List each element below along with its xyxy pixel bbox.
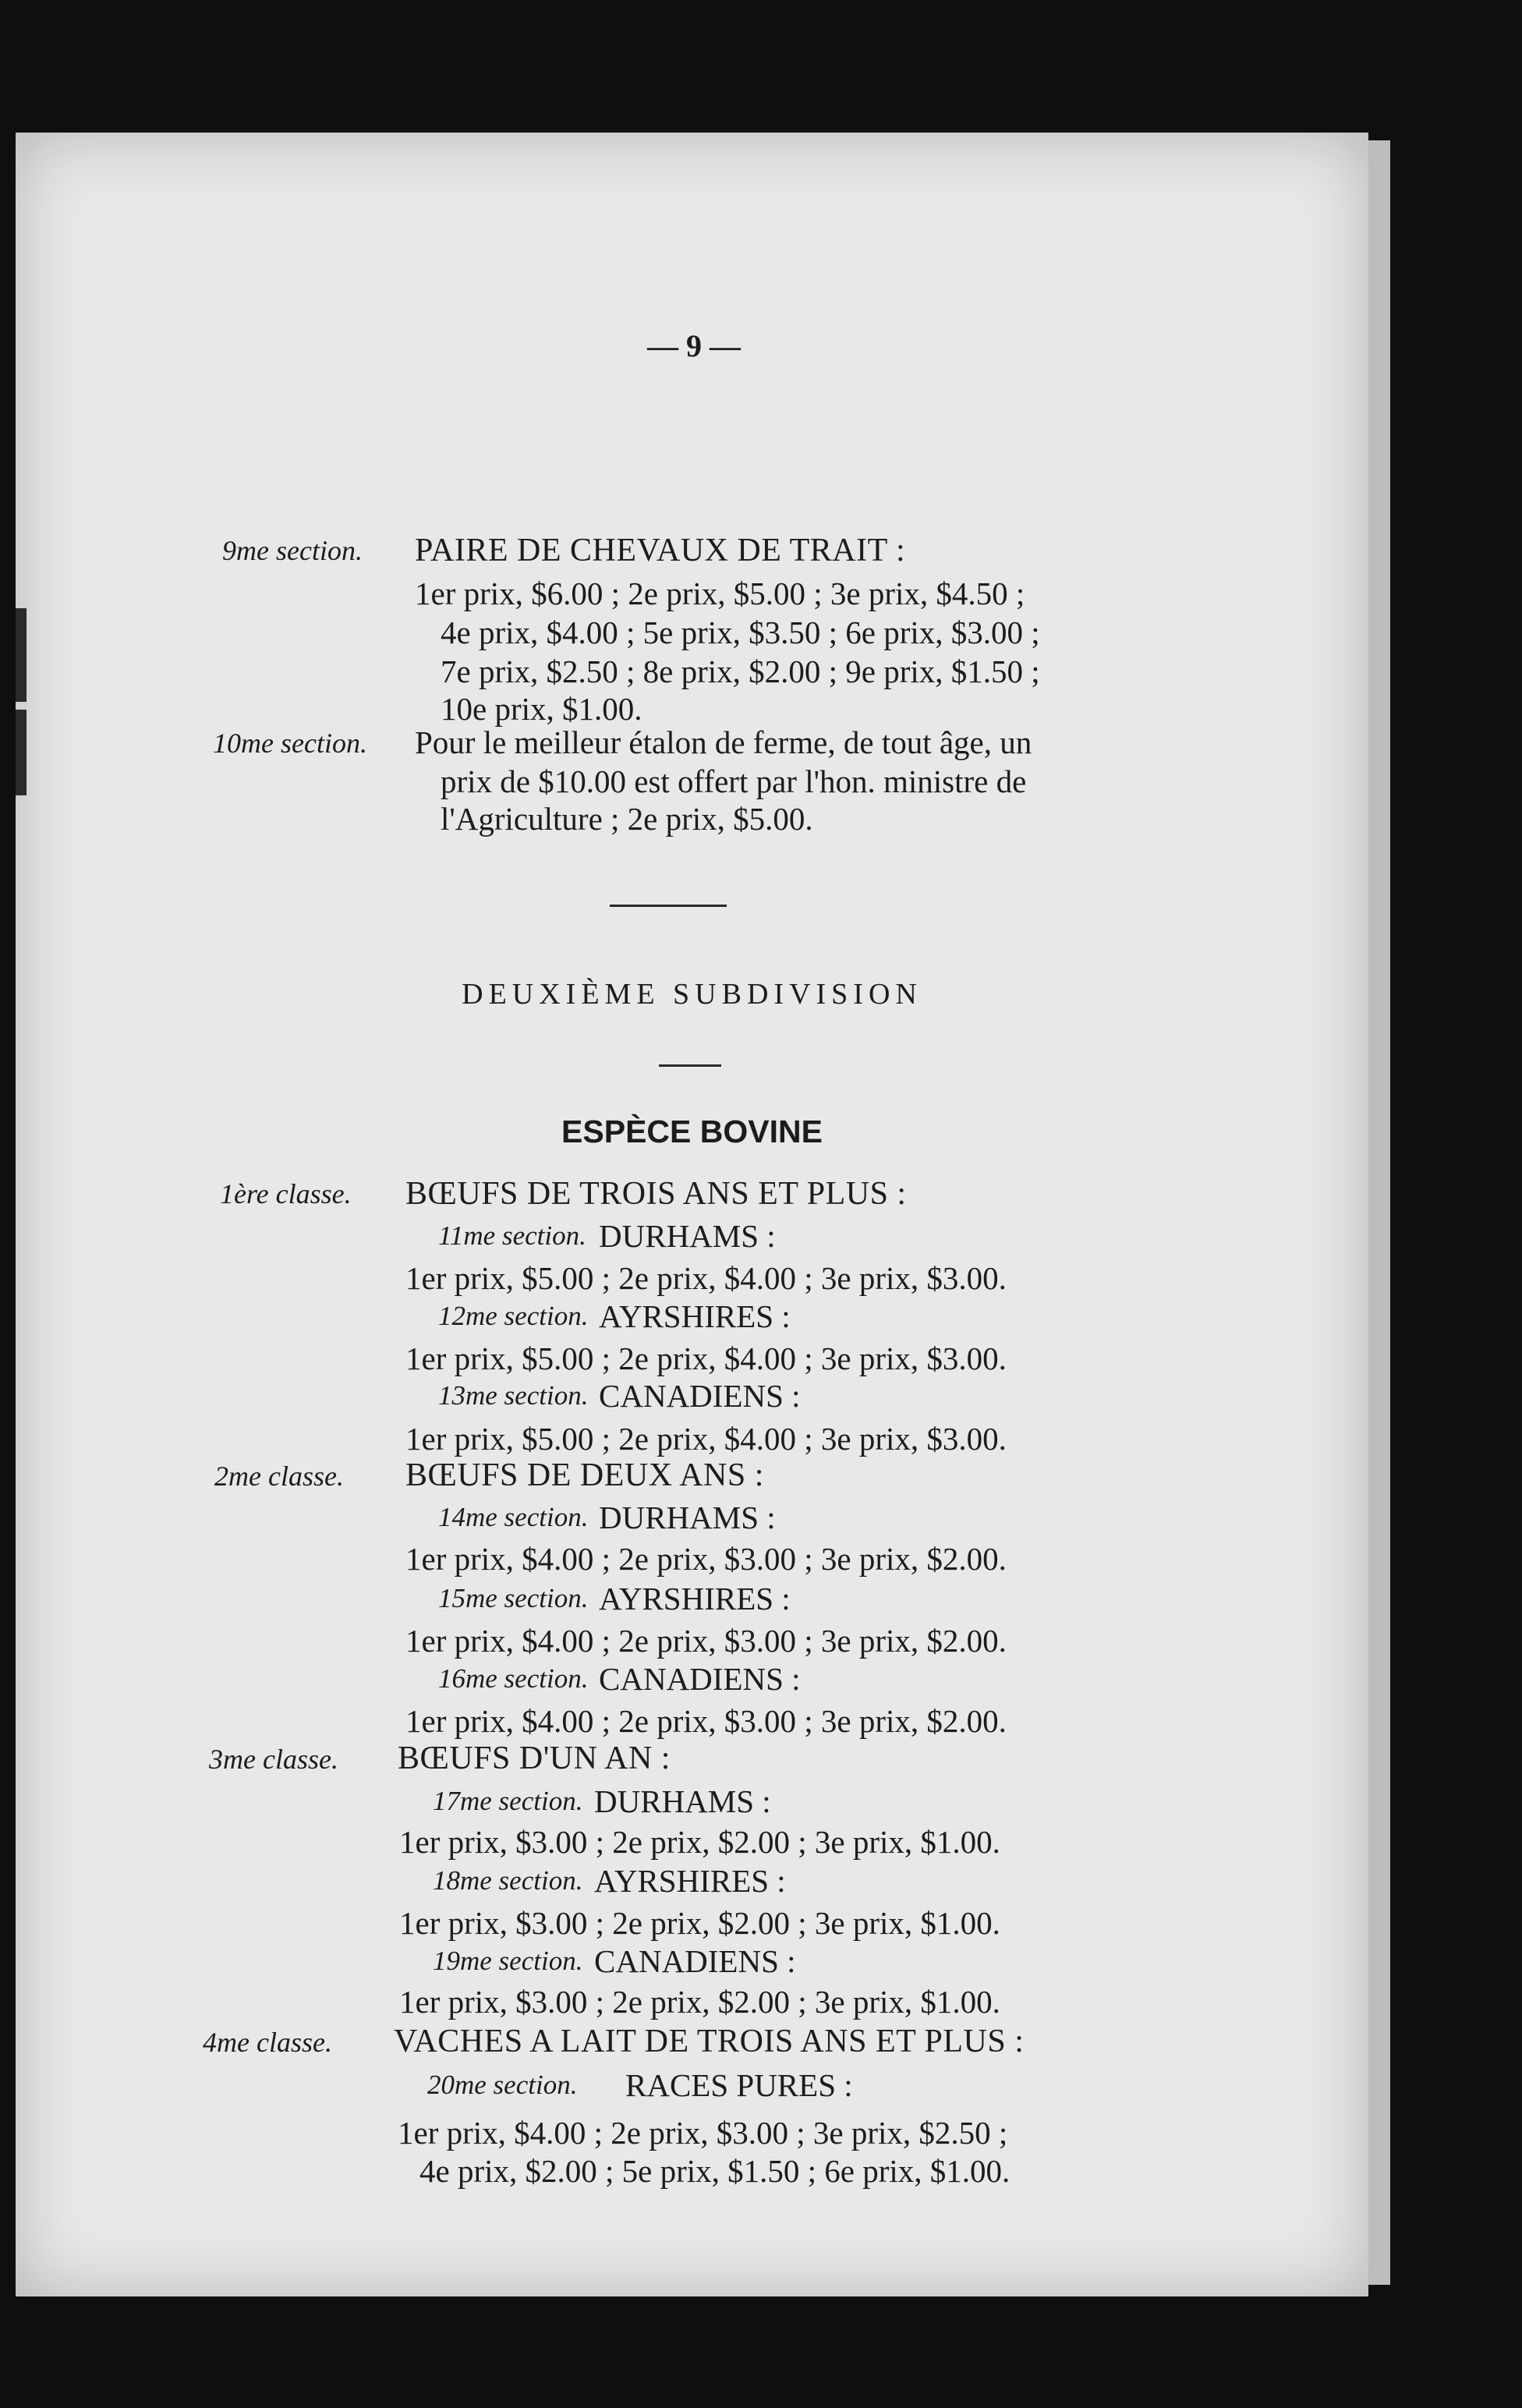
section-label: 10me section.	[213, 728, 367, 759]
section-text: l'Agriculture ; 2e prix, $5.00.	[441, 801, 813, 837]
prize-line: 1er prix, $5.00 ; 2e prix, $4.00 ; 3e prix, $3.00.	[405, 1260, 1007, 1296]
breed-name: CANADIENS :	[599, 1661, 801, 1697]
section-text: prix de $10.00 est offert par l'hon. ministre de	[441, 763, 1027, 799]
separator-rule	[610, 905, 727, 907]
prize-line: 1er prix, $3.00 ; 2e prix, $2.00 ; 3e prix, $1.00.	[399, 1984, 1000, 2020]
page-number: — 9 —	[647, 328, 741, 363]
breed-name: AYRSHIRES :	[599, 1581, 791, 1617]
breed-name: AYRSHIRES :	[594, 1863, 786, 1899]
class-heading: BŒUFS D'UN AN :	[398, 1740, 671, 1776]
breed-name: DURHAMS :	[599, 1218, 776, 1254]
section-label: 17me section.	[433, 1786, 583, 1816]
section-label: 15me section.	[438, 1583, 589, 1613]
breed-name: CANADIENS :	[594, 1943, 796, 1979]
class-heading: VACHES A LAIT DE TROIS ANS ET PLUS :	[394, 2024, 1025, 2059]
section-label: 20me section.	[427, 2070, 578, 2100]
prize-line: 1er prix, $4.00 ; 2e prix, $3.00 ; 3e prix, $2.00.	[405, 1703, 1007, 1739]
species-title: ESPÈCE BOVINE	[561, 1114, 823, 1149]
prize-line: 7e prix, $2.50 ; 8e prix, $2.00 ; 9e prix, $1.50 ;	[441, 653, 1040, 689]
section-label: 11me section.	[438, 1220, 586, 1251]
class-label: 2me classe.	[214, 1461, 344, 1492]
class-label: 4me classe.	[203, 2027, 332, 2058]
class-label: 3me classe.	[209, 1744, 338, 1775]
breed-name: CANADIENS :	[599, 1378, 801, 1414]
section-label: 12me section.	[438, 1301, 589, 1331]
breed-name: AYRSHIRES :	[599, 1298, 791, 1334]
prize-line: 1er prix, $3.00 ; 2e prix, $2.00 ; 3e prix, $1.00.	[399, 1824, 1000, 1860]
section-label: 19me section.	[433, 1946, 583, 1976]
prize-line: 10e prix, $1.00.	[441, 691, 642, 727]
prize-line: 1er prix, $5.00 ; 2e prix, $4.00 ; 3e prix, $3.00.	[405, 1421, 1007, 1457]
section-text: Pour le meilleur étalon de ferme, de tout âge, un	[415, 724, 1032, 760]
book-page	[16, 133, 1368, 2296]
class-label: 1ère classe.	[220, 1178, 352, 1209]
prize-line: 1er prix, $4.00 ; 2e prix, $3.00 ; 3e prix, $2.00.	[405, 1623, 1007, 1659]
prize-line: 1er prix, $5.00 ; 2e prix, $4.00 ; 3e prix, $3.00.	[405, 1340, 1007, 1376]
breed-name: DURHAMS :	[594, 1783, 771, 1819]
page-content	[16, 133, 1368, 2296]
class-heading: BŒUFS DE DEUX ANS :	[405, 1457, 764, 1493]
breed-name: DURHAMS :	[599, 1500, 776, 1535]
class-heading: BŒUFS DE TROIS ANS ET PLUS :	[405, 1176, 907, 1212]
prize-line: 4e prix, $2.00 ; 5e prix, $1.50 ; 6e prix, $1.00.	[419, 2153, 1011, 2189]
page-edge	[1368, 140, 1390, 2285]
section-label: 9me section.	[222, 535, 363, 566]
separator-rule	[659, 1064, 721, 1067]
prize-line: 1er prix, $4.00 ; 2e prix, $3.00 ; 3e prix, $2.00.	[405, 1541, 1007, 1577]
prize-line: 4e prix, $4.00 ; 5e prix, $3.50 ; 6e prix, $3.00 ;	[441, 614, 1040, 650]
prize-line: 1er prix, $3.00 ; 2e prix, $2.00 ; 3e prix, $1.00.	[399, 1905, 1000, 1941]
section-label: 18me section.	[433, 1865, 583, 1896]
section-heading: PAIRE DE CHEVAUX DE TRAIT :	[415, 533, 906, 568]
breed-name: RACES PURES :	[625, 2067, 853, 2103]
section-label: 14me section.	[438, 1502, 589, 1532]
section-label: 13me section.	[438, 1380, 589, 1411]
subdivision-title: DEUXIÈME SUBDIVISION	[462, 978, 922, 1011]
prize-line: 1er prix, $4.00 ; 2e prix, $3.00 ; 3e prix, $2.50 ;	[398, 2115, 1008, 2151]
section-label: 16me section.	[438, 1663, 589, 1694]
prize-line: 1er prix, $6.00 ; 2e prix, $5.00 ; 3e prix, $4.50 ;	[415, 575, 1025, 611]
